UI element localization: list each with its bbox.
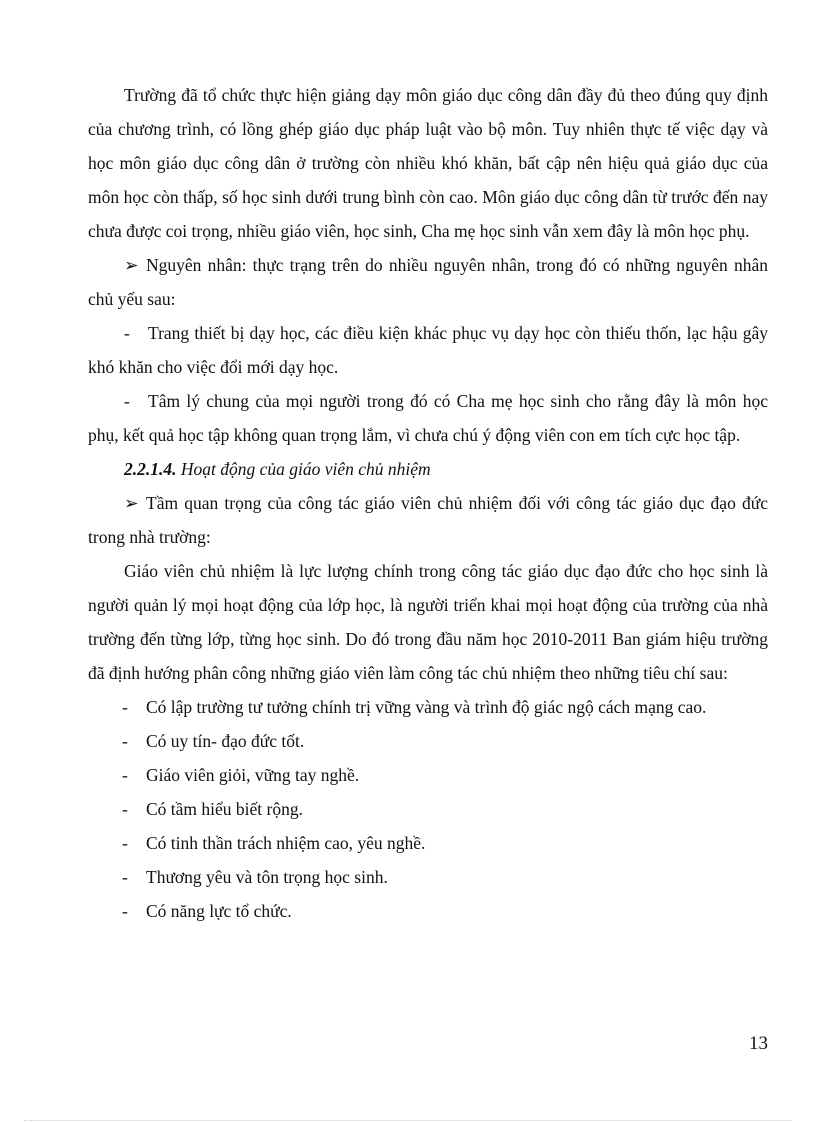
arrow-bullet-icon: ➢ [124, 255, 139, 275]
dash-bullet: - [124, 391, 130, 411]
criteria-item [88, 792, 768, 826]
paragraph-cause-equipment [88, 316, 768, 384]
paragraph-cause-psychology [88, 384, 768, 452]
paragraph-importance-text: Tầm quan trọng của công tác giáo viên chủ nhiệm đối với công tác giáo dục đạo đức trong nhà trường: [88, 493, 768, 547]
criteria-text: Thương yêu và tôn trọng học sinh. [146, 867, 388, 887]
paragraph-importance [88, 486, 768, 554]
page-bottom-divider [24, 1120, 792, 1121]
paragraph-causes [88, 248, 768, 316]
criteria-text: Có lập trường tư tưởng chính trị vững vàng và trình độ giác ngộ cách mạng cao. [146, 697, 707, 717]
page-number: 13 [749, 1033, 768, 1054]
dash-bullet: - [122, 833, 128, 853]
dash-bullet: - [122, 799, 128, 819]
criteria-text: Có năng lực tổ chức. [146, 901, 292, 921]
dash-bullet: - [122, 901, 128, 921]
dash-bullet: - [122, 697, 128, 717]
arrow-bullet-icon: ➢ [124, 493, 139, 513]
criteria-item [88, 860, 768, 894]
criteria-item [88, 894, 768, 928]
criteria-item [88, 690, 768, 724]
paragraph-homeroom-teacher: Giáo viên chủ nhiệm là lực lượng chính trong công tác giáo dục đạo đức cho học sinh là người quản lý mọi hoạt động của lớp học, là người triển khai mọi hoạt động của trường của nhà trường đến từng lớp, từng học sinh. Do đó trong đầu năm học 2010-2011 Ban giám hiệu trường đã định hướng phân công những giáo viên làm công tác chủ nhiệm theo những tiêu chí sau: [88, 561, 768, 683]
criteria-item [88, 724, 768, 758]
section-title: Hoạt động của giáo viên chủ nhiệm [176, 459, 431, 479]
cause-equipment-text: Trang thiết bị dạy học, các điều kiện khác phục vụ dạy học còn thiếu thốn, lạc hậu gây khó khăn cho việc đổi mới dạy học. [88, 323, 768, 377]
criteria-text: Có tầm hiểu biết rộng. [146, 799, 303, 819]
criteria-text: Có tinh thần trách nhiệm cao, yêu nghề. [146, 833, 426, 853]
dash-bullet: - [122, 867, 128, 887]
cause-psychology-text: Tâm lý chung của mọi người trong đó có Cha mẹ học sinh cho rằng đây là môn học phụ, kết quả học tập không quan trọng lắm, vì chưa chú ý động viên con em tích cực học tập. [88, 391, 768, 445]
paragraph-intro: Trường đã tổ chức thực hiện giảng dạy môn giáo dục công dân đầy đủ theo đúng quy định của chương trình, có lồng ghép giáo dục pháp luật vào bộ môn. Tuy nhiên thực tế việc dạy và học môn giáo dục công dân ở trường còn nhiều khó khăn, bất cập nên hiệu quả giáo dục của môn học còn thấp, số học sinh dưới trung bình còn cao. Môn giáo dục công dân từ trước đến nay chưa được coi trọng, nhiều giáo viên, học sinh, Cha mẹ học sinh vẫn xem đây là môn học phụ. [88, 85, 768, 241]
criteria-text: Có uy tín- đạo đức tốt. [146, 731, 305, 751]
section-number: 2.2.1.4. [124, 459, 177, 479]
section-heading [88, 452, 768, 486]
page-content [88, 78, 768, 928]
dash-bullet: - [122, 731, 128, 751]
criteria-item [88, 758, 768, 792]
criteria-item [88, 826, 768, 860]
dash-bullet: - [124, 323, 130, 343]
criteria-text: Giáo viên giỏi, vững tay nghề. [146, 765, 360, 785]
dash-bullet: - [122, 765, 128, 785]
paragraph-causes-text: Nguyên nhân: thực trạng trên do nhiều nguyên nhân, trong đó có những nguyên nhân chủ yếu sau: [88, 255, 768, 309]
